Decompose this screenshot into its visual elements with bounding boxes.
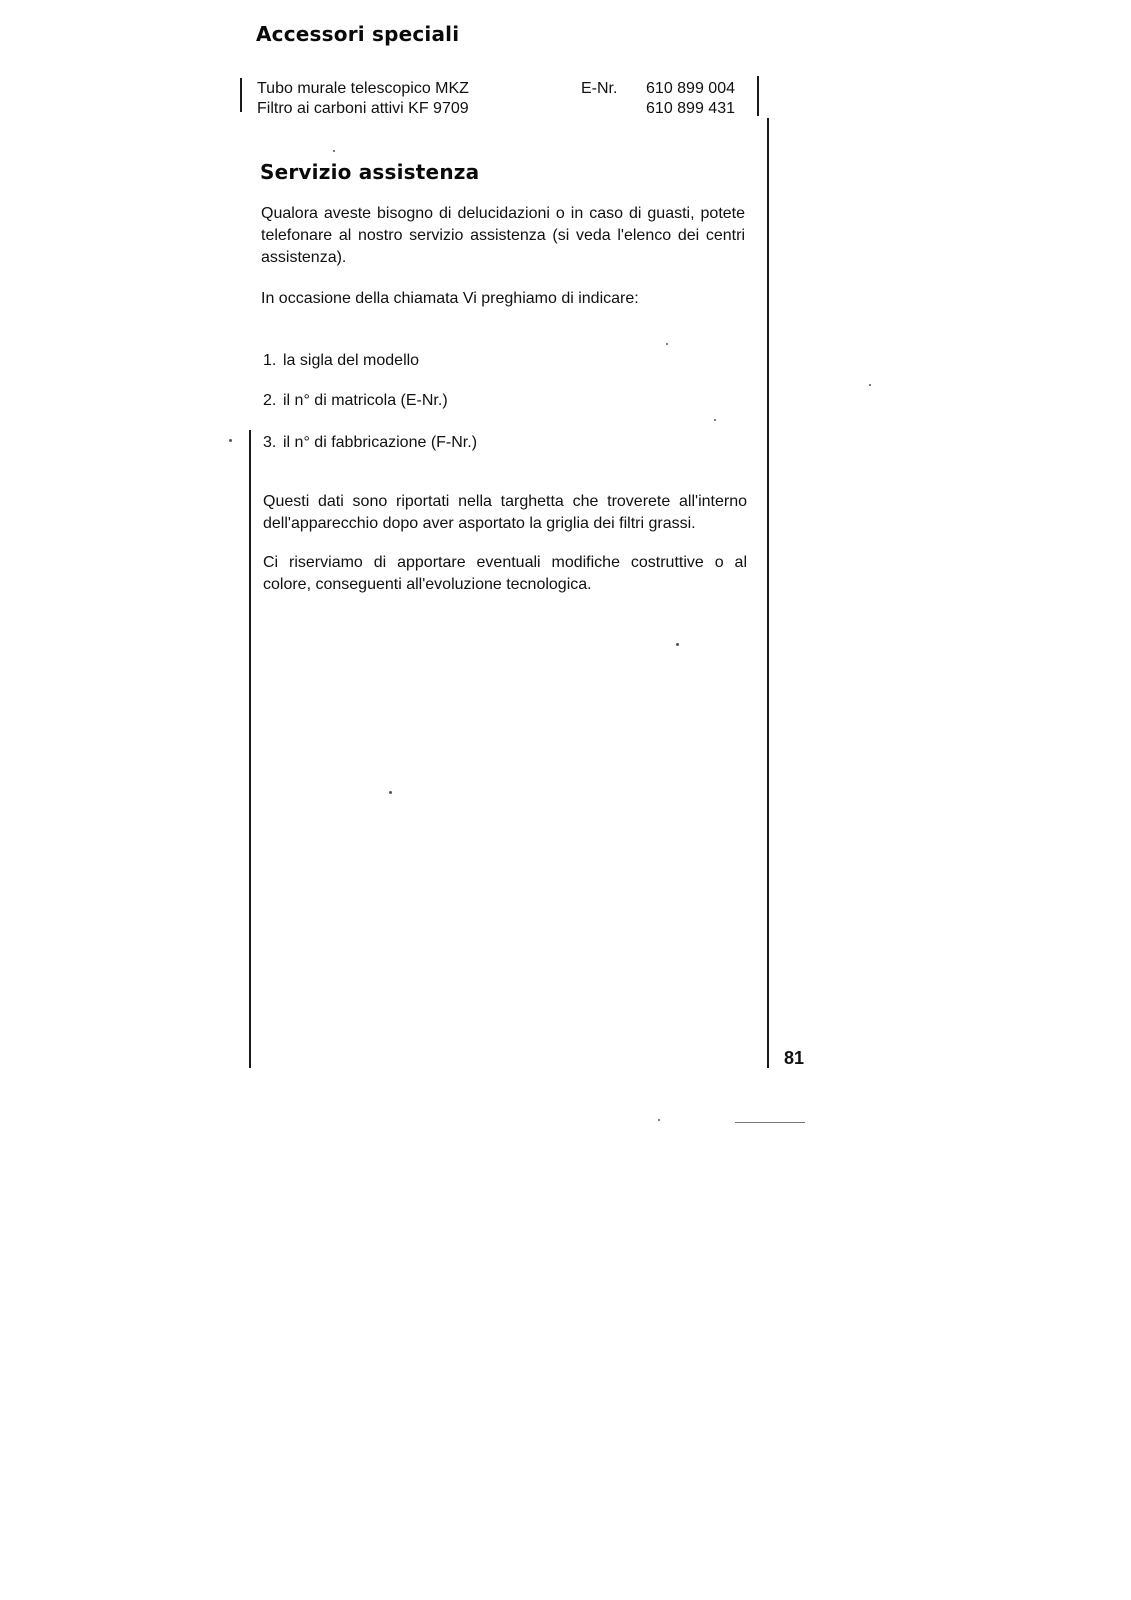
scan-speck <box>229 439 232 442</box>
service-intro-paragraph: Qualora aveste bisogno di delucidazioni o in caso di guasti, potete telefonare al nostro servizio assistenza (si veda l'elenco dei centri assistenza). <box>261 205 745 266</box>
service-riserva-paragraph: Ci riserviamo di apportare eventuali modifiche costruttive o al colore, conseguenti all'evoluzione tecnologica. <box>263 554 747 593</box>
service-request-paragraph: In occasione della chiamata Vi preghiamo di indicare: <box>261 290 639 307</box>
accessory-enr-label: E-Nr. <box>581 80 618 97</box>
accessory-row <box>257 99 735 119</box>
margin-rule-left <box>249 430 251 1068</box>
margin-rule-right <box>767 118 769 1068</box>
list-item <box>263 432 477 454</box>
list-item-number: 3. <box>263 434 277 451</box>
accessory-name: Tubo murale telescopico MKZ <box>257 80 469 97</box>
scan-speck <box>714 419 716 421</box>
scan-speck <box>658 1119 660 1121</box>
scan-speck <box>389 791 392 794</box>
list-item-text: il n° di matricola (E-Nr.) <box>283 392 448 409</box>
scan-speck <box>333 150 335 152</box>
list-item <box>263 390 448 412</box>
heading-accessori-speciali: Accessori speciali <box>256 22 460 46</box>
scan-line <box>735 1122 805 1123</box>
heading-servizio-assistenza: Servizio assistenza <box>260 160 480 184</box>
accessory-name: Filtro ai carboni attivi KF 9709 <box>257 100 469 117</box>
accessory-code: 610 899 004 <box>646 80 735 97</box>
list-item-number: 2. <box>263 392 277 409</box>
list-item-text: la sigla del modello <box>283 352 420 369</box>
list-item-text: il n° di fabbricazione (F-Nr.) <box>283 434 478 451</box>
accessory-row <box>257 79 735 99</box>
margin-rule-right-top <box>757 76 759 116</box>
scan-speck <box>676 643 679 646</box>
service-targhetta-paragraph: Questi dati sono riportati nella targhetta che troverete all'interno dell'apparecchio dopo aver asportato la griglia dei filtri grassi. <box>263 493 747 532</box>
list-item <box>263 350 419 372</box>
margin-rule-left-top <box>240 78 242 112</box>
list-item-number: 1. <box>263 352 277 369</box>
accessory-code: 610 899 431 <box>646 100 735 117</box>
scan-speck <box>666 343 668 345</box>
page-number: 81 <box>784 1048 805 1068</box>
scan-speck <box>869 384 871 386</box>
